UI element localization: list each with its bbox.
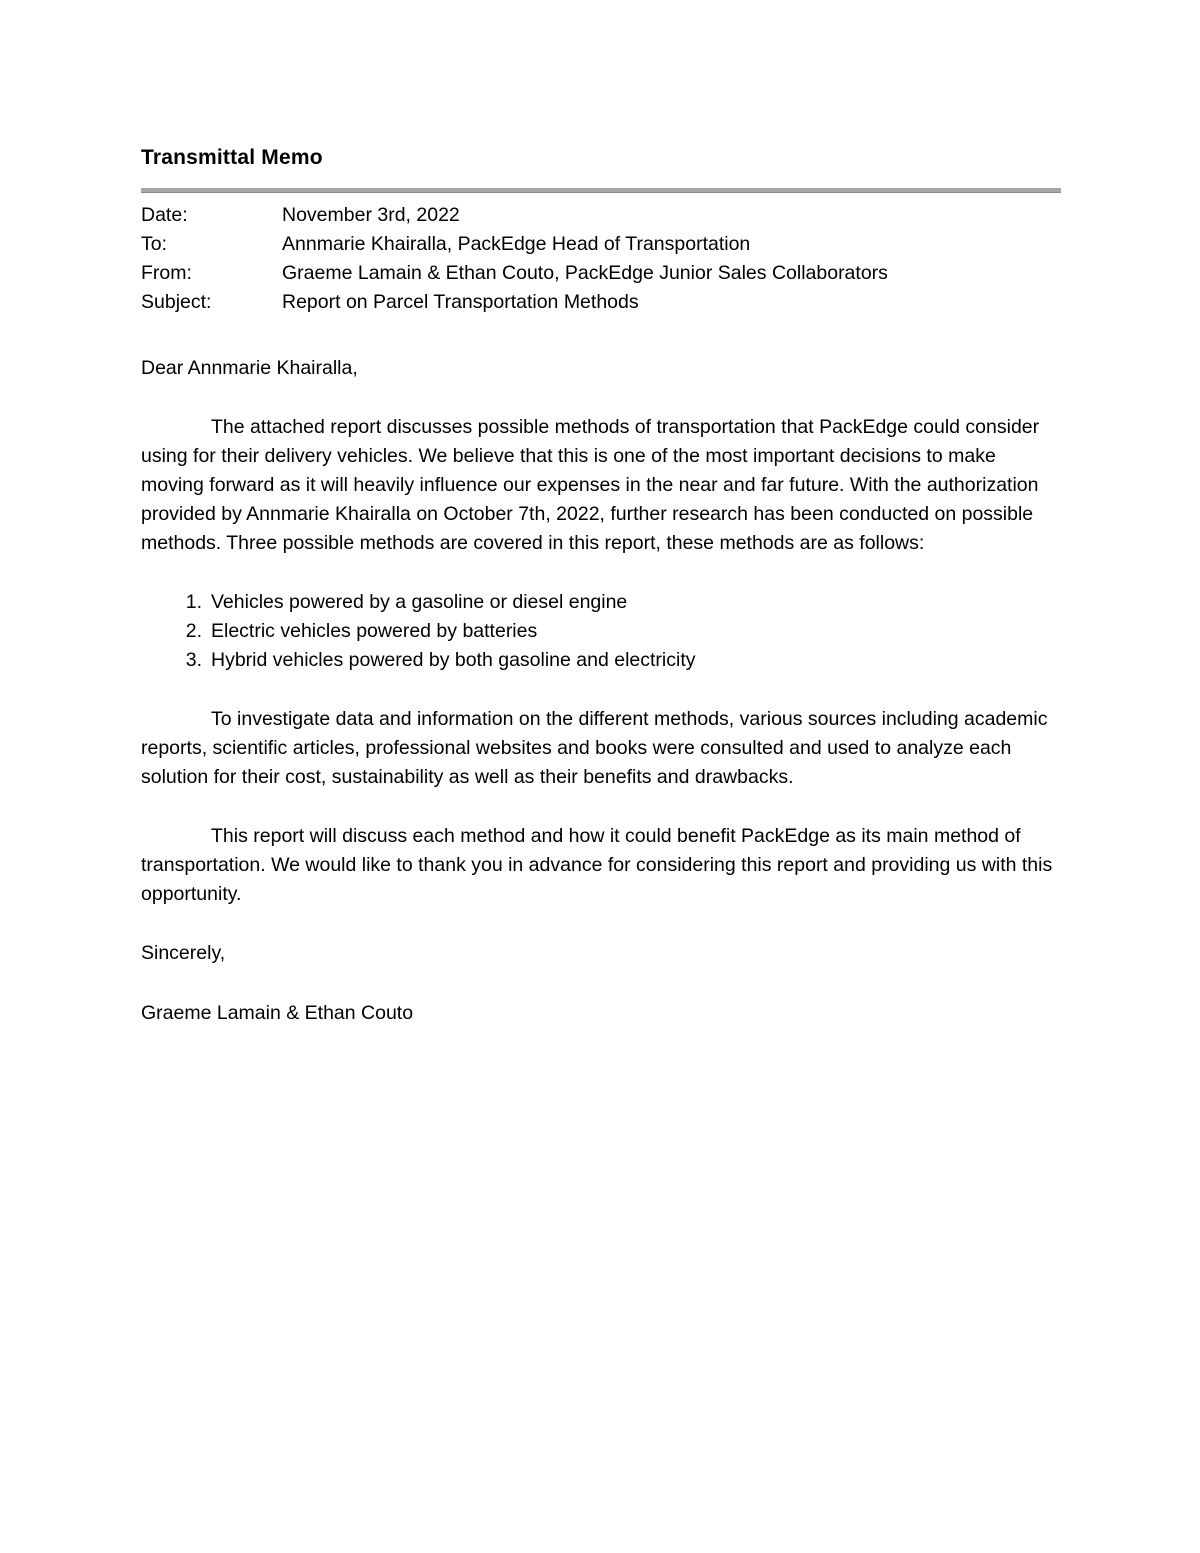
memo-title: Transmittal Memo (141, 146, 323, 169)
closing: Sincerely, (141, 942, 226, 964)
title-divider (141, 188, 1061, 193)
header-label-date: Date: (141, 204, 188, 226)
header-row-date (141, 201, 1061, 230)
paragraph-conclusion: This report will discuss each method and how it could benefit PackEdge as its main method of transportation. We would like to thank you in advance for considering this report and providing us with this opportunity. (141, 825, 1053, 905)
header-value-subject: Report on Parcel Transportation Methods (282, 291, 639, 313)
salutation: Dear Annmarie Khairalla, (141, 357, 358, 379)
list-item-text: Vehicles powered by a gasoline or diesel engine (211, 591, 628, 613)
header-label-from: From: (141, 262, 192, 284)
methods-list (141, 588, 1061, 675)
list-item-text: Electric vehicles powered by batteries (211, 620, 538, 642)
list-item-text: Hybrid vehicles powered by both gasoline and electricity (211, 649, 696, 671)
list-item (141, 617, 1061, 646)
list-item (141, 646, 1061, 675)
list-item (141, 588, 1061, 617)
signature: Graeme Lamain & Ethan Couto (141, 1002, 414, 1024)
header-row-from (141, 259, 1061, 288)
paragraph-research: To investigate data and information on the different methods, various sources including academic reports, scientific articles, professional websites and books were consulted and used to analyze each solution for their cost, sustainability as well as their benefits and drawbacks. (141, 708, 1048, 788)
header-value-from: Graeme Lamain & Ethan Couto, PackEdge Junior Sales Collaborators (282, 262, 888, 284)
memo-header (141, 201, 1061, 317)
list-item-number: 3. (185, 649, 202, 671)
header-label-to: To: (141, 233, 168, 255)
list-item-number: 2. (185, 620, 202, 642)
header-value-to: Annmarie Khairalla, PackEdge Head of Transportation (282, 233, 751, 255)
header-value-date: November 3rd, 2022 (282, 204, 460, 226)
header-row-subject (141, 288, 1061, 317)
list-item-number: 1. (185, 591, 202, 613)
header-row-to (141, 230, 1061, 259)
header-label-subject: Subject: (141, 291, 212, 313)
memo-page (141, 140, 1061, 1028)
paragraph-intro: The attached report discusses possible methods of transportation that PackEdge could consider using for their delivery vehicles. We believe that this is one of the most important decisions to make moving forward as it will heavily influence our expenses in the near and far future. With the authorization provided by Annmarie Khairalla on October 7th, 2022, further research has been conducted on possible methods. Three possible methods are covered in this report, these methods are as follows: (141, 416, 1040, 554)
